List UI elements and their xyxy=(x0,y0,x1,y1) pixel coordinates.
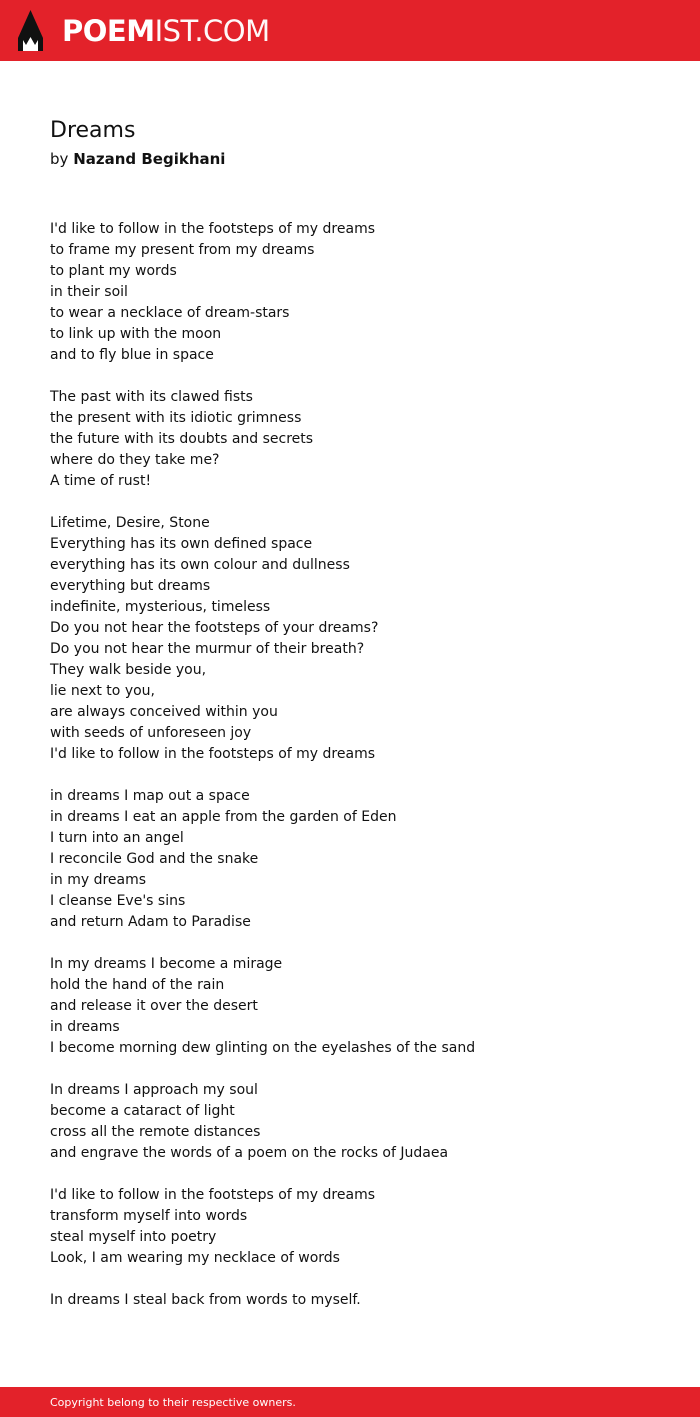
poem-line: in dreams I eat an apple from the garden of Eden xyxy=(50,809,397,825)
poem-line: everything but dreams xyxy=(50,578,211,594)
poem-line: lie next to you, xyxy=(50,683,155,699)
poem-line: Lifetime, Desire, Stone xyxy=(50,515,210,531)
poem-line: Do you not hear the murmur of their breath? xyxy=(50,641,365,657)
poem-line: to plant my words xyxy=(50,263,177,279)
poem-line: A time of rust! xyxy=(50,473,152,489)
brand-rest: IST.COM xyxy=(154,14,270,48)
poem-line: everything has its own colour and dullness xyxy=(50,557,350,573)
poem-stanza xyxy=(50,1080,670,1164)
poem-title: Dreams xyxy=(50,118,136,143)
brand-bold: POEM xyxy=(62,14,155,48)
copyright-text: Copyright belong to their respective owners. xyxy=(50,1396,296,1409)
site-logo-text[interactable] xyxy=(62,13,270,49)
poem-stanza xyxy=(50,1185,670,1269)
poem-line: cross all the remote distances xyxy=(50,1124,261,1140)
author-link[interactable]: Nazand Begikhani xyxy=(73,150,226,168)
poem-line: and engrave the words of a poem on the rocks of Judaea xyxy=(50,1145,449,1161)
poem-stanza xyxy=(50,1290,670,1311)
poem-line: In dreams I steal back from words to myself. xyxy=(50,1292,361,1308)
poem-stanza xyxy=(50,219,670,366)
poem-line: in dreams xyxy=(50,1019,120,1035)
poem-line: with seeds of unforeseen joy xyxy=(50,725,252,741)
poem-stanza xyxy=(50,387,670,492)
poem-line: to link up with the moon xyxy=(50,326,222,342)
poem-line: and return Adam to Paradise xyxy=(50,914,251,930)
poem-line: I'd like to follow in the footsteps of my dreams xyxy=(50,746,376,762)
poem-line: Everything has its own defined space xyxy=(50,536,313,552)
site-header xyxy=(0,0,700,61)
poem-line: are always conceived within you xyxy=(50,704,278,720)
poem-line: indefinite, mysterious, timeless xyxy=(50,599,271,615)
poem-line: I'd like to follow in the footsteps of my dreams xyxy=(50,221,376,237)
poem-line: In dreams I approach my soul xyxy=(50,1082,258,1098)
poem-stanza xyxy=(50,513,670,765)
poem-line: Do you not hear the footsteps of your dreams? xyxy=(50,620,379,636)
poem-body xyxy=(50,219,670,1332)
poem-line: I'd like to follow in the footsteps of my dreams xyxy=(50,1187,376,1203)
poem-line: in their soil xyxy=(50,284,128,300)
poem-line: in my dreams xyxy=(50,872,147,888)
pencil-icon[interactable] xyxy=(18,10,43,51)
poem-line: transform myself into words xyxy=(50,1208,248,1224)
poem-line: In my dreams I become a mirage xyxy=(50,956,283,972)
poem-line: to wear a necklace of dream-stars xyxy=(50,305,290,321)
poem-stanza xyxy=(50,786,670,933)
poem-line: I reconcile God and the snake xyxy=(50,851,259,867)
poem-line: Look, I am wearing my necklace of words xyxy=(50,1250,340,1266)
poem-line: steal myself into poetry xyxy=(50,1229,217,1245)
poem-line: and to fly blue in space xyxy=(50,347,214,363)
poem-line: the future with its doubts and secrets xyxy=(50,431,314,447)
site-footer xyxy=(0,1387,700,1417)
poem-line: I turn into an angel xyxy=(50,830,184,846)
poem-line: and release it over the desert xyxy=(50,998,258,1014)
poem-line: become a cataract of light xyxy=(50,1103,235,1119)
poem-line: where do they take me? xyxy=(50,452,220,468)
by-label: by xyxy=(50,150,69,168)
poem-line: the present with its idiotic grimness xyxy=(50,410,302,426)
poem-line: The past with its clawed fists xyxy=(50,389,253,405)
poem-line: in dreams I map out a space xyxy=(50,788,250,804)
poem-stanza xyxy=(50,954,670,1059)
poem-line: I cleanse Eve's sins xyxy=(50,893,186,909)
poem-byline xyxy=(50,148,225,170)
poem-line: They walk beside you, xyxy=(50,662,207,678)
poem-line: to frame my present from my dreams xyxy=(50,242,315,258)
poem-line: I become morning dew glinting on the eyelashes of the sand xyxy=(50,1040,476,1056)
poem-line: hold the hand of the rain xyxy=(50,977,225,993)
